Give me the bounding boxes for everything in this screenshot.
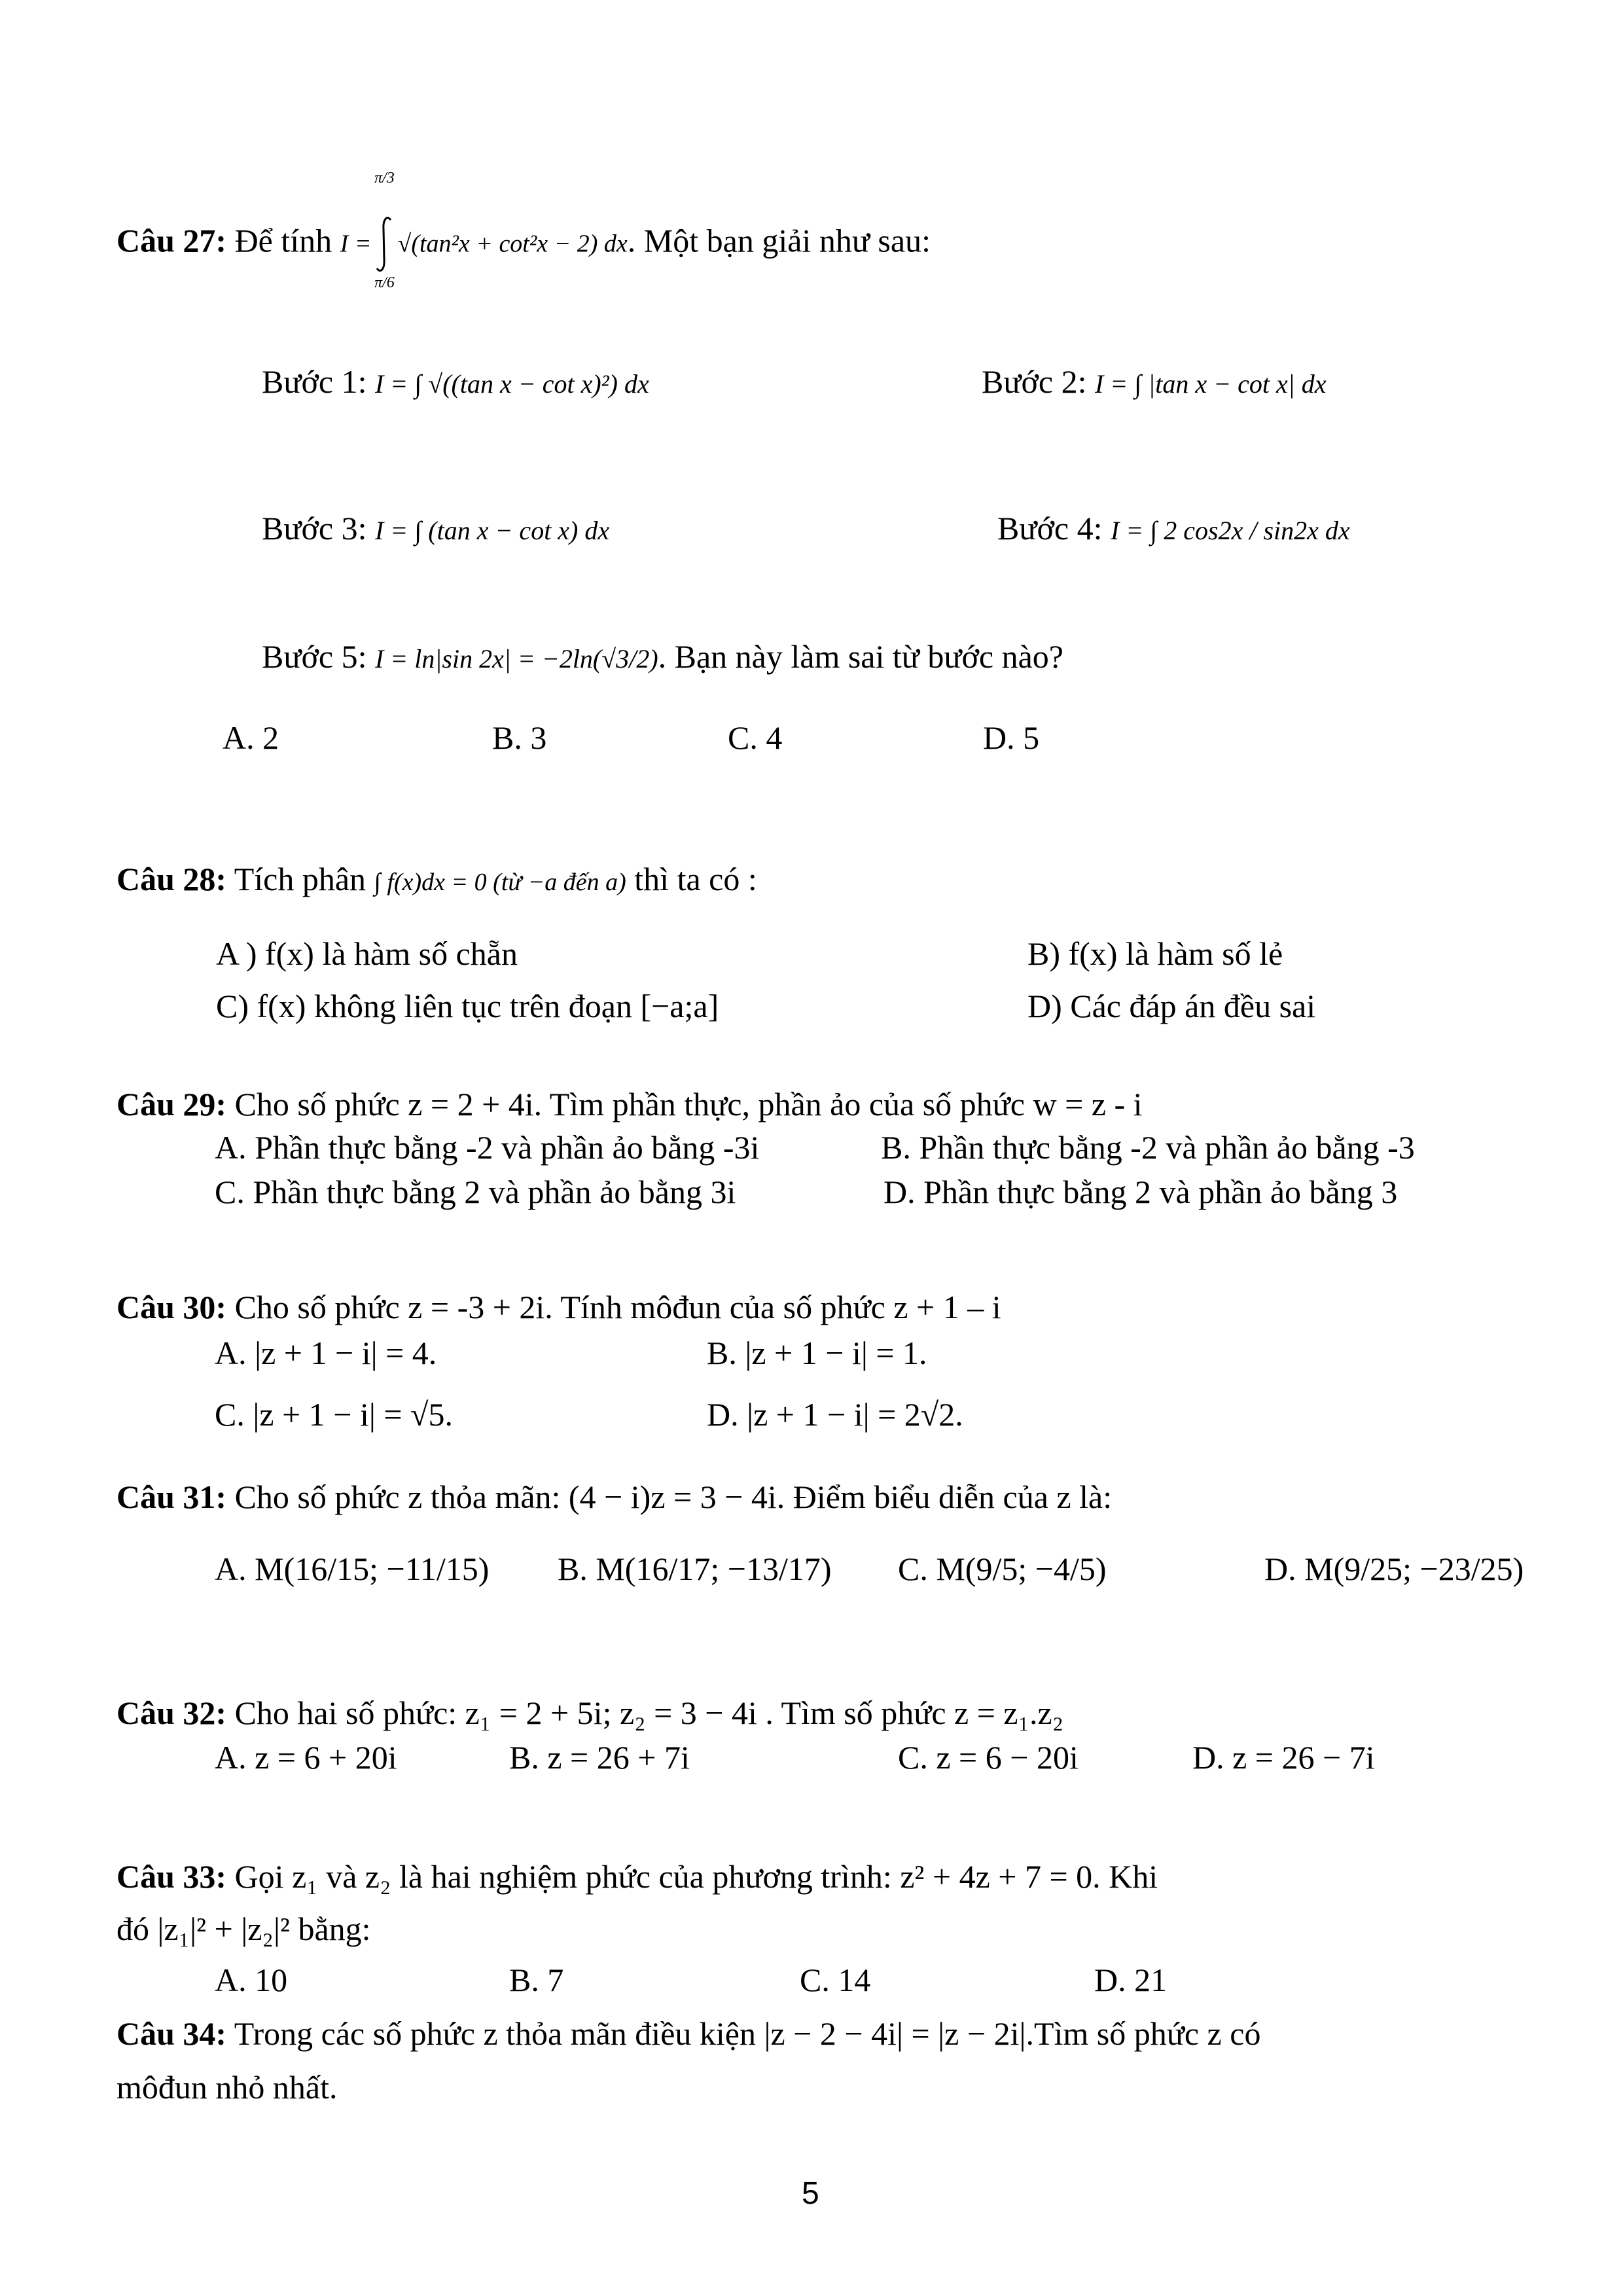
q28-option-b[interactable]: B) f(x) là hàm số lẻ: [1027, 935, 1283, 972]
q31-label: Câu 31:: [116, 1479, 227, 1515]
q32-option-c[interactable]: C. z = 6 − 20i: [898, 1739, 1079, 1776]
q27-step5-label: Bước 5:: [262, 638, 367, 675]
q28-question: [116, 863, 757, 895]
q30-option-b[interactable]: B. |z + 1 − i| = 1.: [707, 1335, 927, 1371]
q28-option-c[interactable]: C) f(x) không liên tục trên đoạn [−a;a]: [216, 988, 719, 1024]
q34-text: Trong các số phức z thỏa mãn điều kiện |z − 2 − 4i| = |z − 2i|.Tìm số phức z có: [234, 2015, 1261, 2052]
q30-option-c[interactable]: C. |z + 1 − i| = √5.: [215, 1396, 453, 1433]
q29-option-b[interactable]: B. Phần thực bằng -2 và phần ảo bằng -3: [881, 1129, 1415, 1166]
q33-label: Câu 33:: [116, 1858, 227, 1895]
q27-lower-limit: π/6: [374, 274, 395, 291]
q31-question: [116, 1480, 1112, 1513]
q29-option-c[interactable]: C. Phần thực bằng 2 và phần ảo bằng 3i: [215, 1174, 736, 1210]
q27-step2: [982, 365, 1326, 398]
integral-sign-icon: [371, 170, 397, 291]
q30-label: Câu 30:: [116, 1289, 227, 1325]
q30-text: Cho số phức z = -3 + 2i. Tính môđun của số phức z + 1 – i: [234, 1289, 1001, 1325]
q27-step5: [262, 640, 1063, 673]
q29-option-d[interactable]: D. Phần thực bằng 2 và phần ảo bằng 3: [883, 1174, 1398, 1210]
q33-option-b[interactable]: B. 7: [509, 1962, 564, 1998]
q27-label: Câu 27:: [116, 222, 227, 259]
q34-question-line2: môđun nhỏ nhất.: [116, 2069, 338, 2106]
q27-step4-expr: I = ∫ 2 cos2x / sin2x dx: [1110, 516, 1350, 545]
q27-option-a[interactable]: A. 2: [223, 719, 279, 756]
q29-question: [116, 1088, 1143, 1121]
q29-text: Cho số phức z = 2 + 4i. Tìm phần thực, phần ảo của số phức w = z - i: [234, 1086, 1143, 1122]
q27-step5-tail: . Bạn này làm sai từ bước nào?: [658, 638, 1064, 675]
q27-step1-expr: I = ∫ √((tan x − cot x)²) dx: [374, 369, 649, 399]
q30-option-a[interactable]: A. |z + 1 − i| = 4.: [215, 1335, 437, 1371]
q27-step2-expr: I = ∫ |tan x − cot x| dx: [1094, 369, 1327, 399]
q29-option-a[interactable]: A. Phần thực bằng -2 và phần ảo bằng -3i: [215, 1129, 760, 1166]
q31-option-d[interactable]: D. M(9/25; −23/25): [1264, 1551, 1524, 1587]
q27-lead: Để tính: [234, 222, 332, 259]
q31-text: Cho số phức z thỏa mãn: (4 − i)z = 3 − 4i. Điểm biểu diễn của z là:: [234, 1479, 1113, 1515]
q27-option-c[interactable]: C. 4: [728, 719, 783, 756]
q32-option-a[interactable]: A. z = 6 + 20i: [215, 1739, 397, 1776]
q27-step5-expr: I = ln|sin 2x| = −2ln(√3/2): [374, 644, 658, 673]
q34-question: [116, 2017, 1260, 2050]
q27-question: Câu 27: Để tính I = π/3 π/6 √(tan²x + cot²x − 2) dx. Một bạn giải như sau:: [116, 170, 931, 291]
q29-label: Câu 29:: [116, 1086, 227, 1122]
q32-question: [116, 1696, 1063, 1729]
q32-label: Câu 32:: [116, 1695, 227, 1731]
q30-option-d[interactable]: D. |z + 1 − i| = 2√2.: [707, 1396, 963, 1433]
q32-option-b[interactable]: B. z = 26 + 7i: [509, 1739, 690, 1776]
page-number: 5: [802, 2176, 819, 2211]
q27-step3-expr: I = ∫ (tan x − cot x) dx: [374, 516, 610, 545]
q27-step4: [997, 512, 1350, 545]
q27-step1: [262, 365, 649, 398]
q27-tail: . Một bạn giải như sau:: [627, 222, 931, 259]
q28-label: Câu 28:: [116, 861, 227, 897]
q27-option-b[interactable]: B. 3: [492, 719, 547, 756]
q31-option-c[interactable]: C. M(9/5; −4/5): [898, 1551, 1107, 1587]
q34-label: Câu 34:: [116, 2015, 227, 2052]
q33-option-c[interactable]: C. 14: [800, 1962, 871, 1998]
q32-option-d[interactable]: D. z = 26 − 7i: [1192, 1739, 1375, 1776]
q28-expr: ∫ f(x)dx = 0 (từ −a đến a): [374, 869, 626, 896]
q28-option-a[interactable]: A ) f(x) là hàm số chẵn: [216, 935, 518, 972]
q31-option-b[interactable]: B. M(16/17; −13/17): [558, 1551, 832, 1587]
q33-text: Gọi z₁ và z₂ là hai nghiệm phức của phương trình: z² + 4z + 7 = 0. Khi: [234, 1858, 1158, 1895]
q33-option-a[interactable]: A. 10: [215, 1962, 288, 1998]
q33-question-line2: đó |z₁|² + |z₂|² bằng:: [116, 1910, 371, 1947]
q31-option-a[interactable]: A. M(16/15; −11/15): [215, 1551, 490, 1587]
q27-step1-label: Bước 1:: [262, 363, 367, 400]
q33-option-d[interactable]: D. 21: [1094, 1962, 1168, 1998]
q28-option-d[interactable]: D) Các đáp án đều sai: [1027, 988, 1316, 1024]
q28-tail: thì ta có :: [634, 861, 757, 897]
q27-step3: [262, 512, 609, 545]
q32-text: Cho hai số phức: z₁ = 2 + 5i; z₂ = 3 − 4i . Tìm số phức z = z₁.z₂: [234, 1695, 1064, 1731]
q27-option-d[interactable]: D. 5: [983, 719, 1040, 756]
q27-step2-label: Bước 2:: [982, 363, 1087, 400]
q28-lead: Tích phân: [234, 861, 366, 897]
q27-step3-label: Bước 3:: [262, 510, 367, 547]
q27-upper-limit: π/3: [374, 170, 395, 187]
q27-step4-label: Bước 4:: [997, 510, 1103, 547]
q27-integrand: √(tan²x + cot²x − 2) dx: [397, 230, 628, 258]
q33-question: [116, 1860, 1158, 1893]
q30-question: [116, 1291, 1001, 1323]
